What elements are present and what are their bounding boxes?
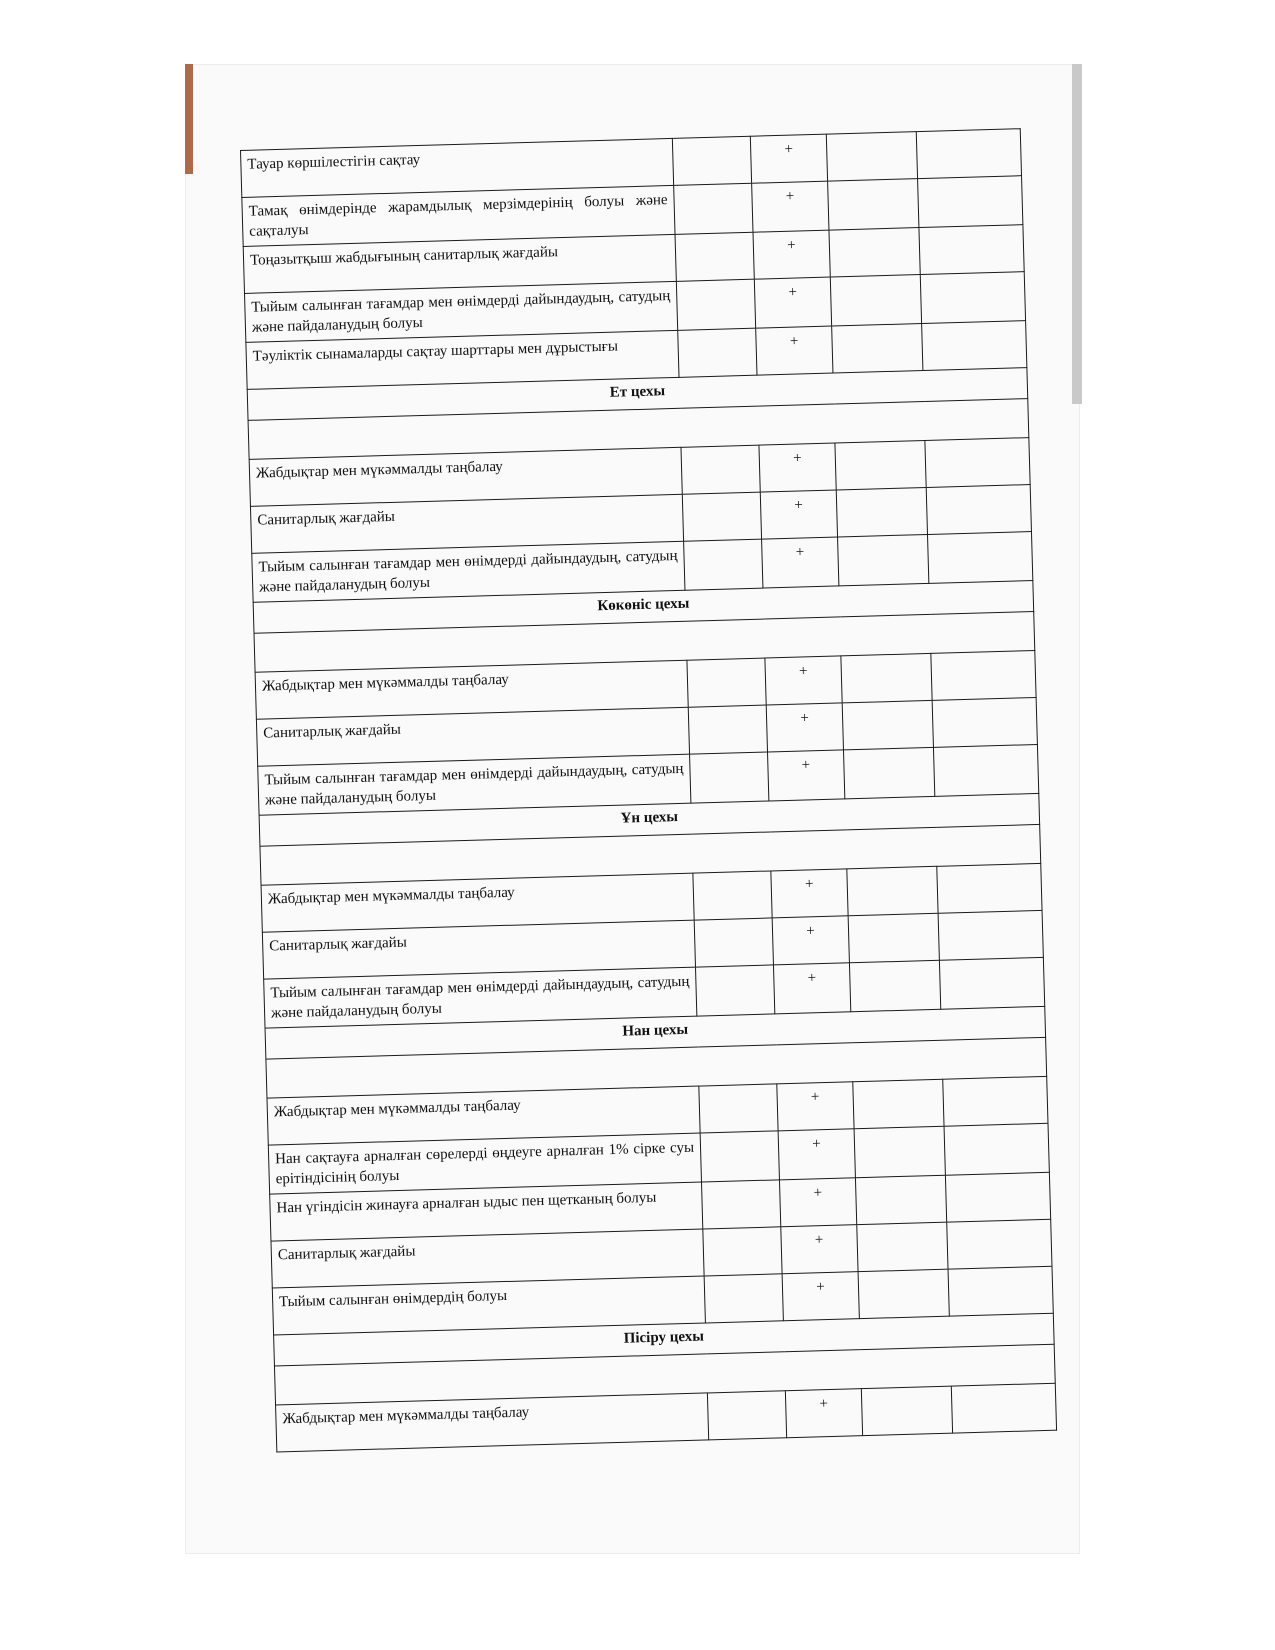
- criterion-cell: Тыйым салынған тағамдар мен өнімдерді дайындаудың, сатудың және пайдаланудың болуы: [258, 754, 691, 815]
- mark-cell: +: [753, 230, 830, 279]
- criterion-cell: Жабдықтар мен мүкәммалды таңбалау: [261, 873, 694, 932]
- page-edge-left: [185, 64, 193, 174]
- mark-cell: +: [759, 443, 836, 492]
- criterion-cell: Тоңазытқыш жабдығының санитарлық жағдайы: [243, 234, 676, 293]
- criterion-cell: Нан сақтауға арналған сөрелерді өңдеуге арналған 1% сірке суы ерітіндісінің болуы: [268, 1133, 701, 1194]
- mark-cell: +: [777, 1082, 854, 1131]
- empty-cell: [861, 1386, 952, 1435]
- empty-cell: [674, 183, 753, 234]
- empty-cell: [835, 440, 926, 489]
- empty-cell: [842, 700, 933, 749]
- empty-cell: [684, 539, 763, 590]
- empty-cell: [703, 1227, 782, 1276]
- mark-cell: +: [762, 537, 839, 588]
- criterion-cell: Тауар көршілестігін сақтау: [241, 138, 674, 197]
- inspection-table-body: [241, 129, 1057, 1452]
- mark-cell: +: [756, 326, 833, 375]
- empty-cell: [682, 492, 761, 541]
- criterion-cell: Жабдықтар мен мүкәммалды таңбалау: [276, 1393, 709, 1452]
- empty-cell: [688, 705, 767, 754]
- empty-cell: [678, 328, 757, 377]
- empty-cell: [695, 965, 774, 1016]
- criterion-cell: Санитарлық жағдайы: [256, 707, 689, 766]
- criterion-cell: Тыйым салынған өнімдердің болуы: [272, 1276, 705, 1335]
- empty-cell: [857, 1222, 948, 1271]
- inspection-table: [240, 128, 1057, 1452]
- empty-cell: [675, 232, 754, 281]
- empty-cell: [707, 1391, 786, 1440]
- empty-cell: [694, 918, 773, 967]
- empty-cell: [947, 1219, 1052, 1269]
- mark-cell: +: [779, 1178, 856, 1227]
- empty-cell: [919, 225, 1024, 275]
- criterion-cell: Тәуліктік сынамаларды сақтау шарттары мен дұрыстығы: [246, 330, 679, 389]
- criterion-cell: Тыйым салынған тағамдар мен өнімдерді дайындаудың, сатудың және пайдаланудың болуы: [245, 281, 678, 342]
- empty-cell: [843, 747, 934, 798]
- empty-cell: [704, 1274, 783, 1323]
- criterion-cell: Тыйым салынған тағамдар мен өнімдерді дайындаудың, сатудың және пайдаланудың болуы: [264, 967, 697, 1028]
- mark-cell: +: [771, 869, 848, 918]
- empty-cell: [690, 752, 769, 803]
- criterion-cell: Жабдықтар мен мүкәммалды таңбалау: [249, 447, 682, 506]
- criterion-cell: Санитарлық жағдайы: [271, 1229, 704, 1288]
- empty-cell: [832, 324, 923, 373]
- section-heading: Ет цехы: [247, 368, 1028, 421]
- empty-cell: [938, 910, 1043, 960]
- empty-cell: [701, 1180, 780, 1229]
- empty-cell: [841, 653, 932, 702]
- empty-cell: [693, 871, 772, 920]
- criterion-cell: Жабдықтар мен мүкәммалды таңбалау: [267, 1086, 700, 1145]
- empty-cell: [939, 957, 1044, 1009]
- page-edge-right: [1072, 64, 1082, 404]
- mark-cell: +: [781, 1225, 858, 1274]
- mark-cell: +: [750, 134, 827, 183]
- criterion-cell: Нан үгіндісін жинауға арналған ыдыс пен щетканың болуы: [270, 1182, 703, 1241]
- empty-cell: [699, 1084, 778, 1133]
- empty-cell: [951, 1383, 1056, 1433]
- empty-cell: [928, 532, 1033, 584]
- empty-cell: [925, 438, 1030, 488]
- empty-cell: [937, 863, 1042, 913]
- empty-cell: [849, 960, 940, 1011]
- empty-cell: [828, 179, 919, 230]
- mark-cell: +: [765, 656, 842, 705]
- empty-cell: [854, 1126, 945, 1177]
- section-heading: Көкөніс цехы: [253, 581, 1034, 634]
- empty-cell: [848, 913, 939, 962]
- empty-cell: [932, 697, 1037, 747]
- empty-cell: [933, 744, 1038, 796]
- mark-cell: +: [752, 181, 829, 232]
- mark-cell: +: [782, 1272, 859, 1321]
- criterion-cell: Санитарлық жағдайы: [262, 920, 695, 979]
- mark-cell: +: [773, 963, 850, 1014]
- empty-cell: [676, 279, 755, 330]
- empty-cell: [672, 136, 751, 185]
- empty-cell: [838, 534, 929, 585]
- empty-cell: [922, 321, 1027, 371]
- section-heading: Нан цехы: [265, 1006, 1046, 1059]
- empty-cell: [853, 1079, 944, 1128]
- empty-cell: [920, 272, 1025, 324]
- empty-cell: [836, 487, 927, 536]
- empty-cell: [944, 1123, 1049, 1175]
- empty-cell: [926, 485, 1031, 535]
- mark-cell: +: [772, 916, 849, 965]
- criterion-cell: Санитарлық жағдайы: [250, 494, 683, 553]
- empty-cell: [681, 445, 760, 494]
- empty-cell: [830, 275, 921, 326]
- mark-cell: +: [766, 703, 843, 752]
- mark-cell: +: [760, 490, 837, 539]
- mark-cell: +: [768, 750, 845, 801]
- empty-cell: [829, 228, 920, 277]
- criterion-cell: Жабдықтар мен мүкәммалды таңбалау: [255, 660, 688, 719]
- section-heading: Пісіру цехы: [274, 1313, 1055, 1366]
- empty-cell: [847, 866, 938, 915]
- empty-cell: [931, 651, 1036, 701]
- empty-cell: [700, 1131, 779, 1182]
- empty-cell: [945, 1172, 1050, 1222]
- inspection-sheet: [240, 128, 1056, 1452]
- section-heading: Ұн цехы: [259, 793, 1040, 846]
- mark-cell: +: [785, 1389, 862, 1438]
- criterion-cell: Тамақ өнімдерінде жарамдылық мерзімдерінің болуы және сақталуы: [242, 185, 675, 246]
- empty-cell: [826, 132, 917, 181]
- empty-cell: [918, 176, 1023, 228]
- mark-cell: +: [754, 277, 831, 328]
- empty-cell: [855, 1175, 946, 1224]
- criterion-cell: Тыйым салынған тағамдар мен өнімдерді дайындаудың, сатудың және пайдаланудың болуы: [252, 541, 685, 602]
- empty-cell: [948, 1266, 1053, 1316]
- empty-cell: [858, 1269, 949, 1318]
- empty-cell: [916, 129, 1021, 179]
- empty-cell: [943, 1076, 1048, 1126]
- empty-cell: [687, 658, 766, 707]
- mark-cell: +: [778, 1129, 855, 1180]
